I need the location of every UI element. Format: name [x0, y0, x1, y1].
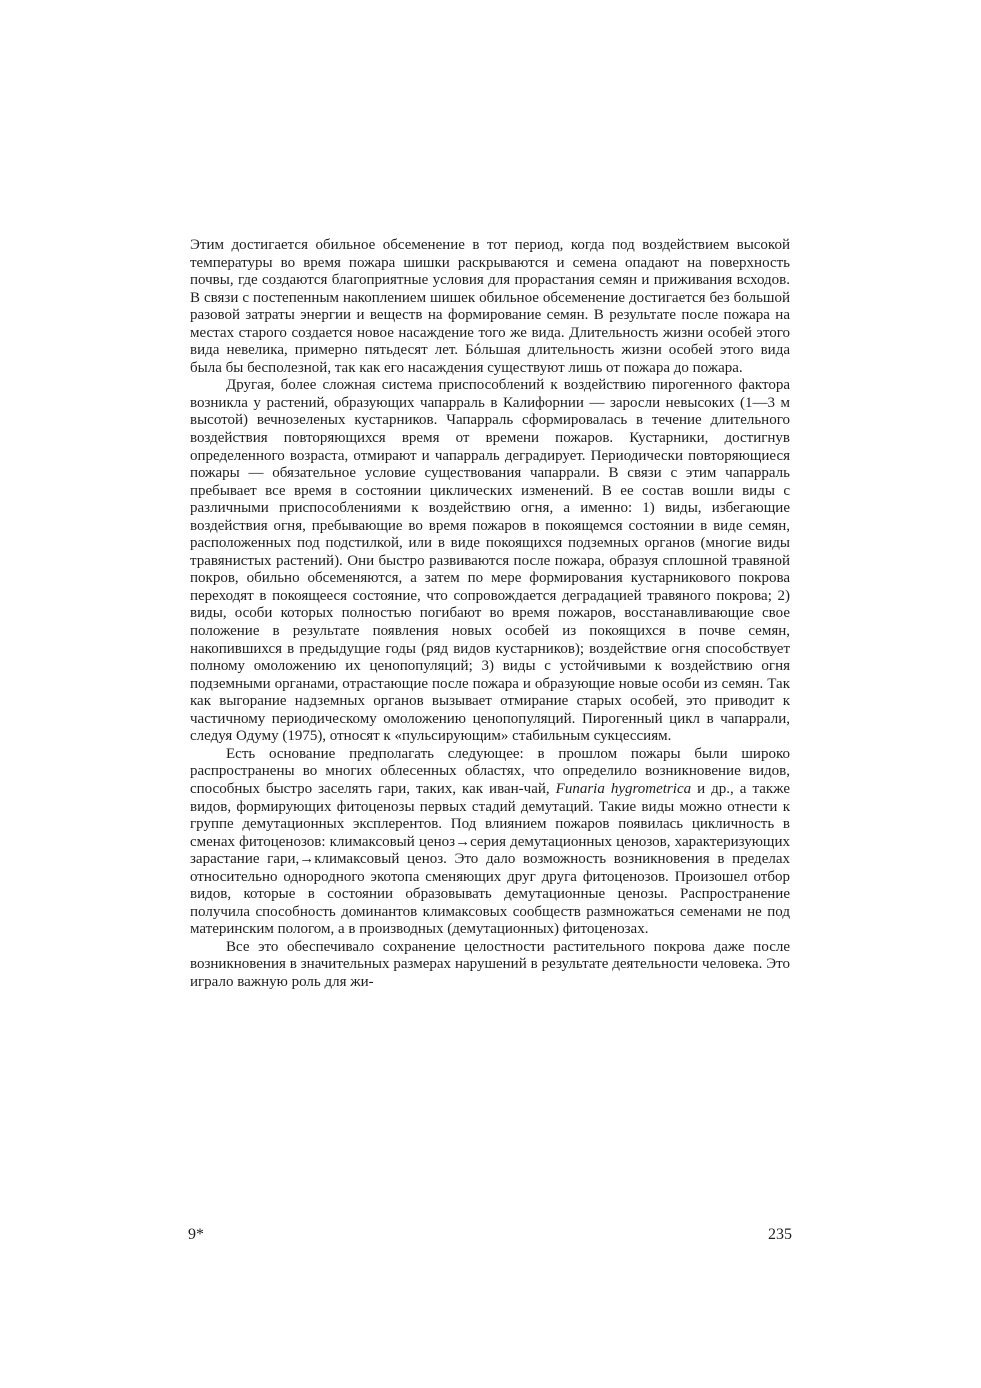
- paragraph-1: Этим достигается обильное обсеменение в тот период, когда под воздействием высокой температуры во время пожара шишки раскрываются и семена опадают на поверхность почвы, где создаются благоприятные условия для прорастания семян и приживания всходов. В связи с постепенным накоплением шишек обильное обсеменение достигается без большой разовой затраты энергии и веществ на формирование семян. В результате после пожара на местах старого создается новое насаждение того же вида. Длительность жизни особей этого вида невелика, примерно пятьдесят лет. Бóльшая длительность жизни особей этого вида была бы бесполезной, так как его насаждения существуют лишь от пожара до пожара.: [190, 237, 790, 376]
- species-name-italic: Funaria hygrometrica: [555, 780, 692, 797]
- body-text: [190, 237, 790, 992]
- paragraph-3-part-2: и др., а также видов, формирующих фитоценозы первых стадий демутаций. Такие виды можно отнести к группе демутационных эксплерентов. Под влиянием пожаров появилась цикличность в сменах фитоценозов: климаксовый ценоз→серия демутационных ценозов, характеризующих зарастание гари,→климаксовый ценоз. Это дало возможность возникновения в пределах относительно однородного экотопа сменяющих друг друга фитоценозов. Произошел отбор видов, которые в состоянии образовывать демутационные ценозы. Распространение получила способность доминантов климаксовых сообществ размножаться семенами не под материнским пологом, а в производных (демутационных) фитоценозах.: [190, 780, 790, 938]
- paragraph-3: [190, 746, 790, 939]
- page-footer: [188, 1226, 792, 1248]
- paragraph-4: Все это обеспечивало сохранение целостности растительного покрова даже после возникновения в значительных размерах нарушений в результате деятельности человека. Это играло важную роль для жи-: [190, 938, 790, 990]
- page-number: 235: [768, 1226, 792, 1243]
- paragraph-3-part-1: Есть основание предполагать следующее: в прошлом пожары были широко распространены во многих облесенных областях, что определило возникновение видов, способных быстро заселять гари, таких, как иван-чай,: [190, 745, 790, 797]
- paragraph-2: Другая, более сложная система приспособлений к воздействию пирогенного фактора возникла у растений, образующих чапарраль в Калифорнии — заросли невысоких (1—3 м высотой) вечнозеленых кустарников. Чапарраль сформировалась в течение длительного воздействия повторяющихся время от времени пожаров. Кустарники, достигнув определенного возраста, отмирают и чапарраль деградирует. Периодически повторяющиеся пожары — обязательное условие существования чапаррали. В связи с этим чапарраль пребывает все время в состоянии циклических изменений. В ее состав вошли виды с различными приспособлениями к воздействию огня, а именно: 1) виды, избегающие воздействия огня, пребывающие во время пожаров в покоящемся состоянии в виде семян, расположенных под подстилкой, или в виде покоящихся подземных органов (многие виды травянистых растений). Они быстро развиваются после пожара, образуя сплошной травяной покров, обильно обсеменяются, а затем по мере формирования кустарникового покрова переходят в покоящееся состояние, что сопровождается деградацией травяного покрова; 2) виды, особи которых полностью погибают во время пожаров, восстанавливающие свое положение в результате появления новых особей из покоящихся в почве семян, накопившихся в предыдущие годы (ряд видов кустарников); воздействие огня способствует полному омоложению их ценопопуляций; 3) виды с устойчивыми к воздействию огня подземными органами, отрастающие после пожара и образующие новые особи из семян. Так как выгорание надземных органов вызывает отмирание старых особей, это приводит к частичному периодическому омоложению ценопопуляций. Пирогенный цикл в чапаррали, следуя Одуму (1975), относят к «пульсирующим» стабильным сукцессиям.: [190, 377, 790, 745]
- signature-mark: 9*: [188, 1226, 204, 1243]
